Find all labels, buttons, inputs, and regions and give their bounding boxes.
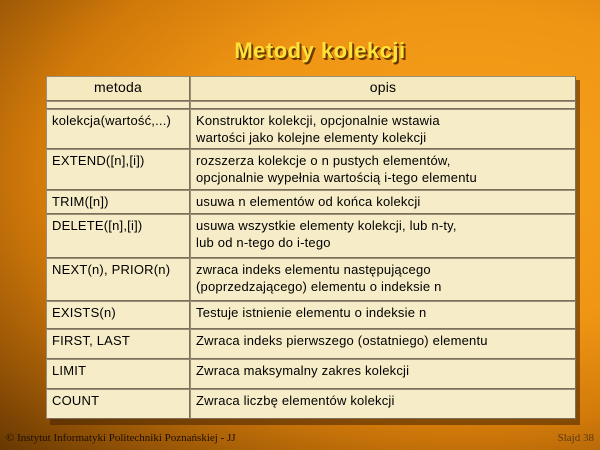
table-row bbox=[46, 149, 576, 190]
description-line: opcjonalnie wypełnia wartością i-tego elementu bbox=[196, 170, 477, 185]
table-row bbox=[46, 109, 576, 149]
method-cell: FIRST, LAST bbox=[46, 329, 190, 359]
description-line: Konstruktor kolekcji, opcjonalnie wstawia bbox=[196, 113, 440, 128]
description-cell bbox=[190, 258, 576, 301]
description-cell: Zwraca maksymalny zakres kolekcji bbox=[190, 359, 576, 389]
table-row bbox=[46, 258, 576, 301]
description-line: usuwa wszystkie elementy kolekcji, lub n-ty, bbox=[196, 218, 457, 233]
methods-table-wrapper bbox=[46, 76, 576, 419]
table-row bbox=[46, 301, 576, 329]
description-line: zwraca indeks elementu następującego bbox=[196, 262, 431, 277]
method-cell: EXTEND([n],[i]) bbox=[46, 149, 190, 190]
table-row bbox=[46, 190, 576, 214]
table-row bbox=[46, 214, 576, 258]
description-cell: Zwraca indeks pierwszego (ostatniego) elementu bbox=[190, 329, 576, 359]
header-method: metoda bbox=[46, 76, 190, 101]
method-cell: EXISTS(n) bbox=[46, 301, 190, 329]
method-cell: TRIM([n]) bbox=[46, 190, 190, 214]
footer-slide-number: Slajd 38 bbox=[557, 432, 594, 444]
method-cell: LIMIT bbox=[46, 359, 190, 389]
description-cell bbox=[190, 149, 576, 190]
description-line: rozszerza kolekcje o n pustych elementów, bbox=[196, 153, 451, 168]
description-line: (poprzedzającego) elementu o indeksie n bbox=[196, 279, 442, 294]
table-row bbox=[46, 359, 576, 389]
description-line: lub od n-tego do i-tego bbox=[196, 235, 331, 250]
method-cell: kolekcja(wartość,...) bbox=[46, 109, 190, 149]
description-cell bbox=[190, 109, 576, 149]
description-cell: Testuje istnienie elementu o indeksie n bbox=[190, 301, 576, 329]
method-cell: COUNT bbox=[46, 389, 190, 419]
header-description: opis bbox=[190, 76, 576, 101]
table-row bbox=[46, 389, 576, 419]
description-cell: usuwa n elementów od końca kolekcji bbox=[190, 190, 576, 214]
methods-table bbox=[46, 76, 576, 419]
slide-title: Metody kolekcji bbox=[234, 38, 406, 63]
method-cell: DELETE([n],[i]) bbox=[46, 214, 190, 258]
description-cell bbox=[190, 214, 576, 258]
method-cell: NEXT(n), PRIOR(n) bbox=[46, 258, 190, 301]
description-line: wartości jako kolejne elementy kolekcji bbox=[196, 130, 427, 145]
description-cell: Zwraca liczbę elementów kolekcji bbox=[190, 389, 576, 419]
table-row bbox=[46, 329, 576, 359]
footer-copyright: © Instytut Informatyki Politechniki Poznańskiej - JJ bbox=[6, 432, 236, 444]
table-header-row bbox=[46, 76, 576, 101]
